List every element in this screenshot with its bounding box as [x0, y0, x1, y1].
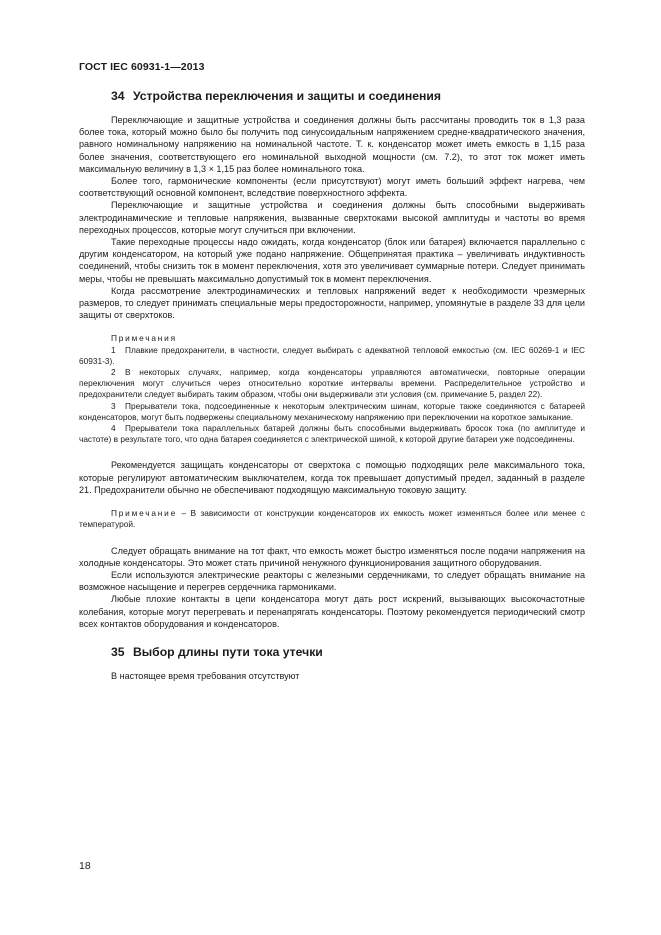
- note-item: [79, 401, 585, 423]
- notes-block: [79, 333, 585, 445]
- note-item: [79, 423, 585, 445]
- paragraph: Более того, гармонические компоненты (если присутствуют) могут иметь больший эффект нагрева, чем соответствующий основной компонент, вследствие поверхностного эффекта.: [79, 176, 585, 199]
- note-text: – В зависимости от конструкции конденсаторов их емкость может изменяться более или менее с температурой.: [79, 508, 585, 530]
- document-body: [79, 88, 585, 682]
- section-34-number: 34: [111, 89, 125, 103]
- paragraph: Любые плохие контакты в цепи конденсатора могут дать рост искрений, вызывающих высокочастотные колебания, которые могут перегревать и перенапрягать конденсаторы. Поэтому рекомендуется периодический смотр всех контактов оборудования и конденсаторов.: [79, 594, 585, 629]
- section-35-number: 35: [111, 644, 125, 659]
- paragraph: Такие переходные процессы надо ожидать, когда конденсатор (блок или батарея) включается параллельно с другим конденсатором, на который уже подано напряжение. Общепринятая практика – увеличивать индуктивность соединений, чтобы снизить ток в момент переключения, хотя это увеличивает суммарные потери. Следует принимать меры, чтобы не превышать максимально допустимый ток в момент переключения.: [79, 237, 585, 284]
- document-header: ГОСТ IEC 60931-1—2013: [79, 61, 205, 73]
- paragraph: Если используются электрические реакторы с железными сердечниками, то следует обращать внимание на возможное насыщение и перегрев сердечника гармониками.: [79, 569, 585, 593]
- section-35-heading: [79, 644, 585, 660]
- section-35-title: Выбор длины пути тока утечки: [132, 644, 323, 659]
- section-34-title: Устройства переключения и защиты и соединения: [132, 89, 441, 103]
- note-number: 1: [111, 344, 116, 355]
- note-text: Прерыватели тока, подсоединенные к некоторым электрическим шинам, которые также соединяются с батареей конденсаторов, могут быть подвержены специальному механическому напряжению при переключении на короткое замыкание.: [79, 400, 585, 422]
- paragraph: Рекомендуется защищать конденсаторы от сверхтока с помощью подходящих реле максимального тока, которые регулируют автоматическим выключателем, когда ток превышает допустимый предел, заданный в разделе 21. Предохранители обычно не обеспечивают подходящую максимальную токовую защиту.: [79, 460, 585, 495]
- note-label: Примечание: [111, 508, 178, 519]
- note-item: [79, 345, 585, 367]
- paragraph: Переключающие и защитные устройства и соединения должны быть рассчитаны проводить ток в 1,3 раза более тока, который можно было бы получить под синусоидальным напряжением средне-квадратического значения, равного номинальному напряжению на номинальной частоте. Т. к. конденсатор может иметь емкость в 1,15 раза более значения, соответствующего его номинальной выходной мощности (см. 7.2), то этот ток может иметь максимальную величину в 1,3 × 1,15 раз более номинального тока.: [79, 115, 585, 174]
- note-number: 4: [111, 423, 116, 434]
- note-text: Плавкие предохранители, в частности, следует выбирать с адекватной тепловой емкостью (см. IEC 60269-1 и IEC 60931-3).: [79, 344, 585, 366]
- note-number: 3: [111, 400, 116, 411]
- note-item: [79, 367, 585, 401]
- paragraph: В настоящее время требования отсутствуют: [111, 670, 300, 681]
- paragraph: Следует обращать внимание на тот факт, что емкость может быстро изменяться после подачи напряжения на холодные конденсаторы. Это может стать причиной ненужного функционирования защитного оборудования.: [79, 545, 585, 568]
- note-temperature: [79, 508, 585, 530]
- paragraph: Переключающие и защитные устройства и соединения должны быть способными выдерживать электродинамические и тепловые напряжения, вызванные сверхтоками высокой амплитуды и частоты во время переходных процессов, которые могут случиться при включении.: [79, 200, 585, 235]
- note-number: 2: [111, 367, 116, 378]
- notes-heading: Примечания: [111, 333, 177, 344]
- page-number: 18: [79, 860, 91, 872]
- note-text: В некоторых случаях, например, когда конденсаторы управляются автоматически, повторные операции переключения могут случиться через относительно короткие интервалы времени. Распределительное устройство и предохранители следует выбирать таким образом, чтобы они выдерживали эти условия (см. примечание 5, раздел 22).: [79, 367, 585, 400]
- note-text: Прерыватели тока параллельных батарей должны быть способными выдерживать бросок тока (по амплитуде и частоте) в результате того, что одна батарея соединяется с электрической шиной, к которой другие батареи уже подсоединены.: [79, 423, 585, 445]
- section-34-heading: [79, 88, 585, 104]
- paragraph: Когда рассмотрение электродинамических и тепловых напряжений ведет к необходимости чрезмерных размеров, то следует принимать специальные меры предосторожности, например, упомянутые в разделе 33 для цели защиты от сверхтоков.: [79, 285, 585, 321]
